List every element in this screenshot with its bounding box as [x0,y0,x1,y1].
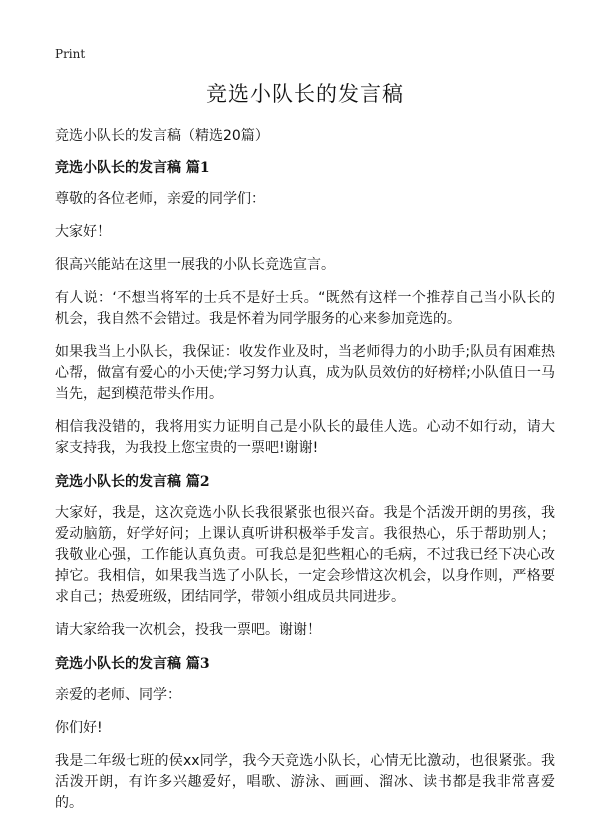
section-2 [55,471,555,641]
paragraph: 请大家给我一次机会，投我一票吧。谢谢！ [55,622,321,638]
page-title: 竞选小队长的发言稿 [206,82,404,106]
section-heading: 竞选小队长的发言稿 篇1 [55,160,210,176]
paragraph: 亲爱的老师、同学： [55,687,181,703]
section-1 [55,157,555,459]
paragraph: 大家好！ [55,224,111,240]
paragraph: 相信我没错的，我将用实力证明自己是小队长的最佳人选。心动不如行动，请大家支持我，为我投上您宝贵的一票吧!谢谢! [55,419,555,456]
paragraph: 我是二年级七班的侯xx同学，我今天竞选小队长，心情无比激动，也很紧张。我活泼开朗，有许多兴趣爱好，唱歌、游泳、画画、溜冰、读书都是我非常喜爱的。 [55,753,555,811]
section-3 [55,653,555,814]
section-heading: 竞选小队长的发言稿 篇3 [55,656,210,672]
paragraph: 尊敬的各位老师，亲爱的同学们： [55,191,265,207]
paragraph: 你们好! [55,720,103,736]
document-subtitle: 竞选小队长的发言稿（精选20篇） [55,128,269,144]
paragraph: 如果我当上小队长，我保证：收发作业及时，当老师得力的小助手;队员有困难热心帮，做富有爱心的小天使;学习努力认真，成为队员效仿的好榜样;小队值日一马当先，起到模范带头作用。 [55,344,555,402]
section-heading: 竞选小队长的发言稿 篇2 [55,474,210,490]
print-link[interactable]: Print [55,47,86,61]
paragraph: 大家好，我是，这次竞选小队长我很紧张也很兴奋。我是个活泼开朗的男孩，我爱动脑筋，好学好问；上课认真听讲积极举手发言。我很热心，乐于帮助别人；我敬业心强，工作能认真负责。可我总是犯些粗心的毛病，不过我已经下决心改掉它。我相信，如果我当选了小队长，一定会珍惜这次机会，以身作则，严格要求自己；热爱班级，团结同学，带领小组成员共同进步。 [55,505,555,605]
document [55,70,555,826]
paragraph: 有人说：‘不想当将军的士兵不是好士兵。“既然有这样一个推荐自己当小队长的机会，我自然不会错过。我是怀着为同学服务的心来参加竞选的。 [55,290,555,327]
paragraph: 很高兴能站在这里一展我的小队长竞选宣言。 [55,257,335,273]
